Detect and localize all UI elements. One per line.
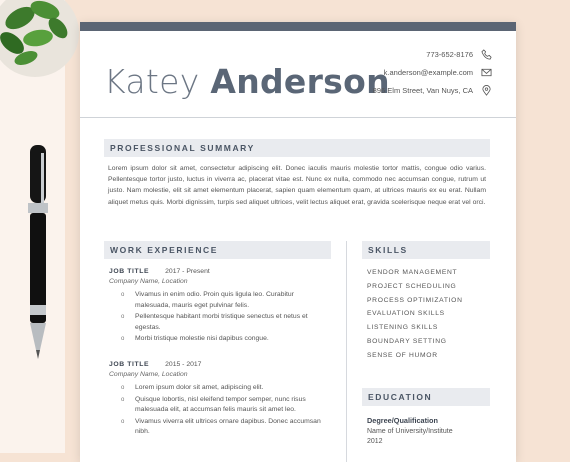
envelope-icon [481,67,492,78]
contact-address [373,85,492,96]
skill-item: EVALUATION SKILLS [367,310,445,318]
column-divider [346,241,347,462]
contact-phone [426,49,492,60]
summary-heading: PROFESSIONAL SUMMARY [104,139,490,157]
job-bullet: o Morbi tristique molestie nisi dapibus congue. [135,334,324,345]
job-bullet: o Quisque lobortis, nisl eleifend tempor semper, nunc risus malesuada elit, at accumsan felis mauris sit amet leo. [135,395,324,416]
candidate-name [104,62,390,101]
phone-text: 773-652-8176 [426,50,473,59]
skill-item: BOUNDARY SETTING [367,337,447,345]
skill-item: VENDOR MANAGEMENT [367,269,458,276]
location-pin-icon [481,85,492,96]
education-heading: EDUCATION [362,388,490,406]
work-heading: WORK EXPERIENCE [104,241,331,259]
job-bullet: o Vivamus in enim odio. Proin quis ligula leo. Curabitur malesuada, mauris eget pulvinar felis. [135,290,324,311]
skill-item: PROJECT SCHEDULING [367,282,457,290]
job-bullet: o Vivamus viverra elit ultrices ornare dapibus. Donec accumsan nibh. [135,417,324,438]
skills-heading: SKILLS [362,241,490,259]
job-title: JOB TITLE [109,268,150,275]
first-name: Katey [104,62,200,101]
education-school: Name of University/Institute [367,427,453,435]
education-entry [367,416,453,448]
resume-page [80,22,516,462]
job-bullets [109,290,324,345]
potted-plant-image [0,0,85,83]
header-divider [80,117,516,118]
job-dates: 2017 - Present [165,268,210,275]
job-dates: 2015 - 2017 [165,361,202,368]
skill-item: LISTENING SKILLS [367,324,439,332]
contact-email [384,67,492,78]
job-title: JOB TITLE [109,361,150,368]
email-text: k.anderson@example.com [383,68,473,77]
summary-text: Lorem ipsum dolor sit amet, consectetur adipiscing elit. Donec iaculis mauris molestie tortor mattis, congue odio varius. Pellentesque tortor justo, luctus in viverra ac, placerat vitae est. Nunc ex nulla, commodo nec accumsan congue, rutrum ut justo. Nam molestie, elit sit amet elementum placerat, sapien quam elementum quam, at ultrices mauris ex eu erat. Nullam aliquet metus quis. Morbi dignissim, turpis sed aliquet ultrices, velit lectus aliquet erat, gravida scelerisque neque erat vel orci. [108,165,486,206]
job-entry [109,268,324,346]
job-entry [109,361,324,439]
job-bullets [109,383,324,438]
last-name: Anderson [210,62,390,101]
pen-image [18,145,58,360]
skill-item: PROCESS OPTIMIZATION [367,296,463,304]
accent-bar [80,22,516,31]
education-degree: Degree/Qualification [367,416,438,425]
education-year: 2012 [367,438,383,445]
job-company: Company Name, Location [109,278,188,285]
address-text: 896 Elm Street, Van Nuys, CA [372,86,473,95]
job-bullet: o Lorem ipsum dolor sit amet, adipiscing elit. [135,383,324,394]
job-company: Company Name, Location [109,371,188,378]
skill-item: SENSE OF HUMOR [367,351,438,359]
phone-icon [481,49,492,60]
skills-list [367,269,463,366]
job-bullet: o Pellentesque habitant morbi tristique senectus et netus et egestas. [135,312,324,333]
